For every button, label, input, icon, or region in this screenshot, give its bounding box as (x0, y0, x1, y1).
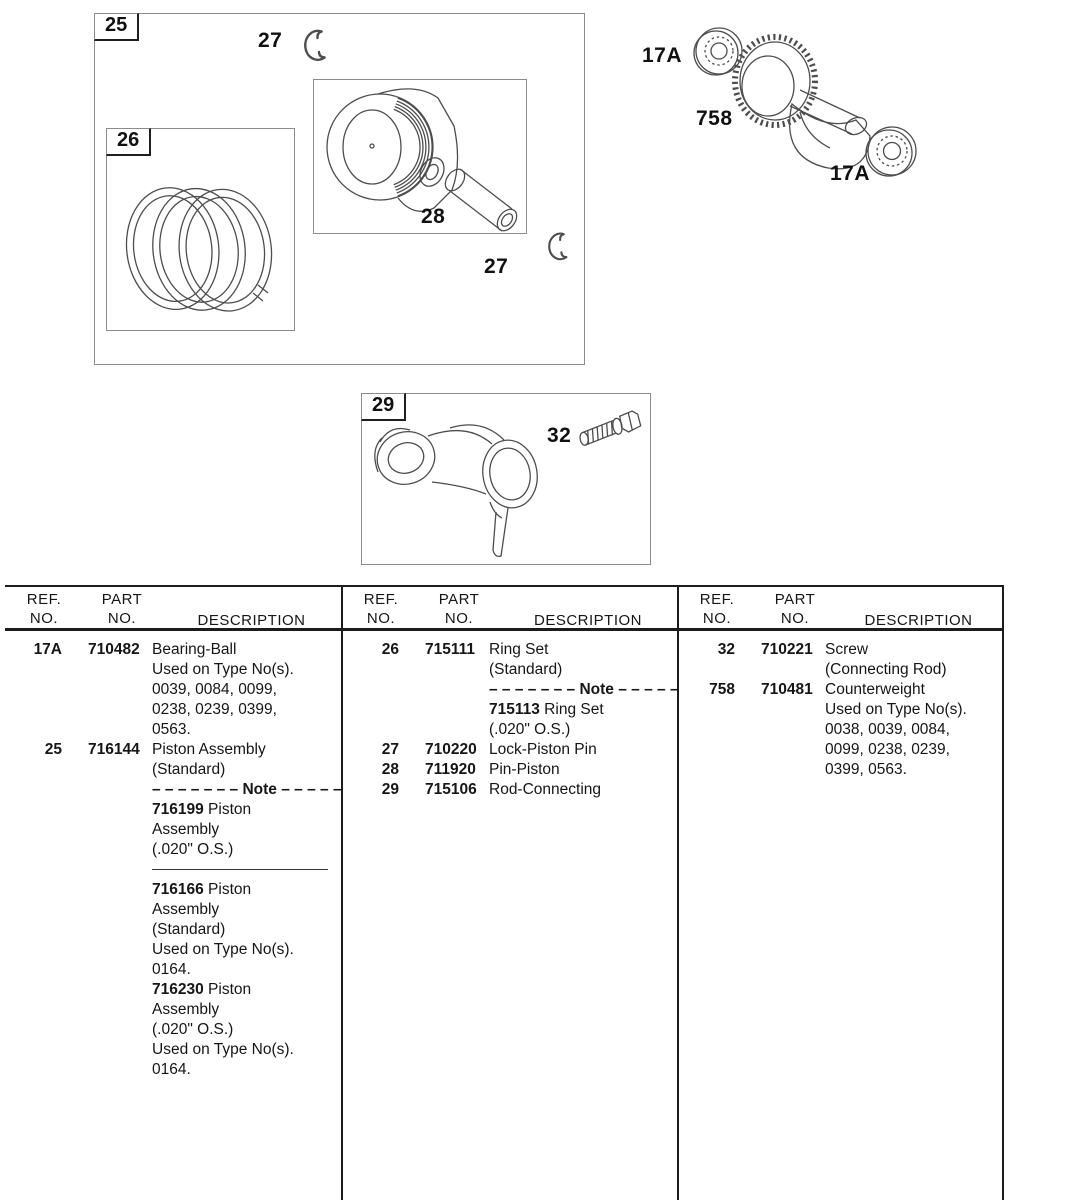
table-row (678, 680, 1003, 780)
part-no-cell: 716144 (88, 741, 140, 758)
description-line: 716230 Piston (152, 981, 252, 998)
description-line: (.020" O.S.) (152, 841, 234, 858)
table-header (5, 585, 342, 630)
table-rows (342, 630, 678, 800)
table-row (342, 640, 678, 740)
table-rows (678, 630, 1003, 780)
table-row (678, 640, 1003, 680)
callout-retaining-ring-top: 27 (258, 29, 283, 52)
description-line: Counterweight (825, 681, 925, 698)
description-line: Used on Type No(s). (152, 941, 294, 958)
header-part: PART (774, 591, 816, 608)
part-no-cell: 710220 (425, 741, 477, 758)
header-no: NO. (366, 610, 396, 627)
header-description: DESCRIPTION (197, 612, 306, 629)
retaining-ring-bottom-drawing (542, 228, 572, 266)
part-no-cell: 710481 (761, 681, 813, 698)
header-no: NO. (107, 610, 137, 627)
parts-table-section (5, 585, 342, 1080)
group-box-29-label: 29 (361, 393, 406, 421)
description-line: 0563. (152, 721, 191, 738)
table-header (342, 585, 678, 630)
note-divider (152, 860, 328, 880)
table-row (5, 640, 342, 740)
description-line: (Standard) (152, 921, 226, 938)
description-line: Bearing-Ball (152, 641, 237, 658)
description-line: Pin-Piston (489, 761, 560, 778)
header-ref: REF. (363, 591, 399, 608)
counterweight-assembly-drawing (630, 8, 940, 203)
header-description: DESCRIPTION (533, 612, 642, 629)
description-line: Rod-Connecting (489, 781, 602, 798)
description-line: 0399, 0563. (825, 761, 907, 778)
part-no-cell: 710482 (88, 641, 140, 658)
parts-table-section (678, 585, 1003, 780)
description-line: 715113 Ring Set (489, 701, 604, 718)
ref-no-cell: 28 (381, 761, 399, 778)
callout-piston-pin: 28 (421, 205, 446, 228)
piston-rings-drawing (107, 129, 296, 332)
parts-table-section (342, 585, 678, 800)
description-cell (152, 640, 342, 740)
description-line: 716166 Piston (152, 881, 252, 898)
description-line: 0164. (152, 961, 191, 978)
header-no: NO. (29, 610, 59, 627)
table-row (5, 740, 342, 1080)
ref-no-cell: 25 (44, 741, 62, 758)
callout-rod-screw: 32 (547, 424, 572, 447)
description-cell (489, 740, 678, 760)
description-cell (152, 740, 342, 1080)
piston-detail-box (313, 79, 527, 234)
ref-no-cell: 27 (381, 741, 399, 758)
description-line: – – – – – – – Note – – – – – (489, 681, 679, 698)
description-line: Piston Assembly (152, 741, 266, 758)
header-part: PART (101, 591, 143, 608)
description-line: 0238, 0239, 0399, (152, 701, 277, 718)
table-row (342, 740, 678, 760)
header-part: PART (438, 591, 480, 608)
description-line: 0164. (152, 1061, 191, 1078)
description-line: (Connecting Rod) (825, 661, 947, 678)
description-line: Assembly (152, 1001, 220, 1018)
callout-retaining-ring-bottom: 27 (484, 255, 509, 278)
description-line: Assembly (152, 821, 220, 838)
table-row (342, 780, 678, 800)
description-line: Lock-Piston Pin (489, 741, 597, 758)
header-description: DESCRIPTION (864, 612, 973, 629)
description-line: (.020" O.S.) (152, 1021, 234, 1038)
group-box-26-label: 26 (106, 128, 151, 156)
description-line: 0038, 0039, 0084, (825, 721, 950, 738)
part-no-cell: 711920 (425, 761, 476, 778)
part-no-cell: 715111 (425, 641, 476, 658)
description-line: (Standard) (152, 761, 226, 778)
description-cell (489, 760, 678, 780)
ref-no-cell: 758 (709, 681, 735, 698)
description-line: 716199 Piston (152, 801, 252, 818)
description-line: Screw (825, 641, 869, 658)
description-line: 0039, 0084, 0099, (152, 681, 277, 698)
description-cell (489, 780, 678, 800)
callout-bearing-right: 17A (830, 162, 871, 185)
description-line: Used on Type No(s). (825, 701, 967, 718)
group-box-26 (106, 128, 295, 331)
description-line: Used on Type No(s). (152, 661, 294, 678)
header-no: NO. (702, 610, 732, 627)
rod-screw-drawing (575, 407, 647, 453)
description-line: (.020" O.S.) (489, 721, 571, 738)
description-line: (Standard) (489, 661, 563, 678)
ref-no-cell: 17A (33, 641, 62, 658)
callout-bearing-left: 17A (642, 44, 683, 67)
piston-drawing (314, 80, 526, 233)
header-no: NO. (780, 610, 810, 627)
description-cell (489, 640, 679, 740)
group-box-25-label: 25 (94, 13, 139, 41)
part-no-cell: 715106 (425, 781, 477, 798)
table-rows (5, 630, 342, 1080)
description-line: Assembly (152, 901, 220, 918)
description-line: Used on Type No(s). (152, 1041, 294, 1058)
header-ref: REF. (26, 591, 62, 608)
header-no: NO. (444, 610, 474, 627)
description-line: – – – – – – – Note – – – – – (152, 781, 342, 798)
ref-no-cell: 32 (717, 641, 735, 658)
header-ref: REF. (699, 591, 735, 608)
part-no-cell: 710221 (761, 641, 813, 658)
description-line: 0099, 0238, 0239, (825, 741, 950, 758)
description-cell (825, 680, 1003, 780)
ref-no-cell: 26 (381, 641, 399, 658)
callout-counterweight: 758 (696, 107, 733, 130)
ref-no-cell: 29 (381, 781, 399, 798)
description-line: Ring Set (489, 641, 549, 658)
table-header (678, 585, 1003, 630)
description-cell (825, 640, 1003, 680)
table-row (342, 760, 678, 780)
retaining-ring-top-drawing (297, 25, 331, 67)
